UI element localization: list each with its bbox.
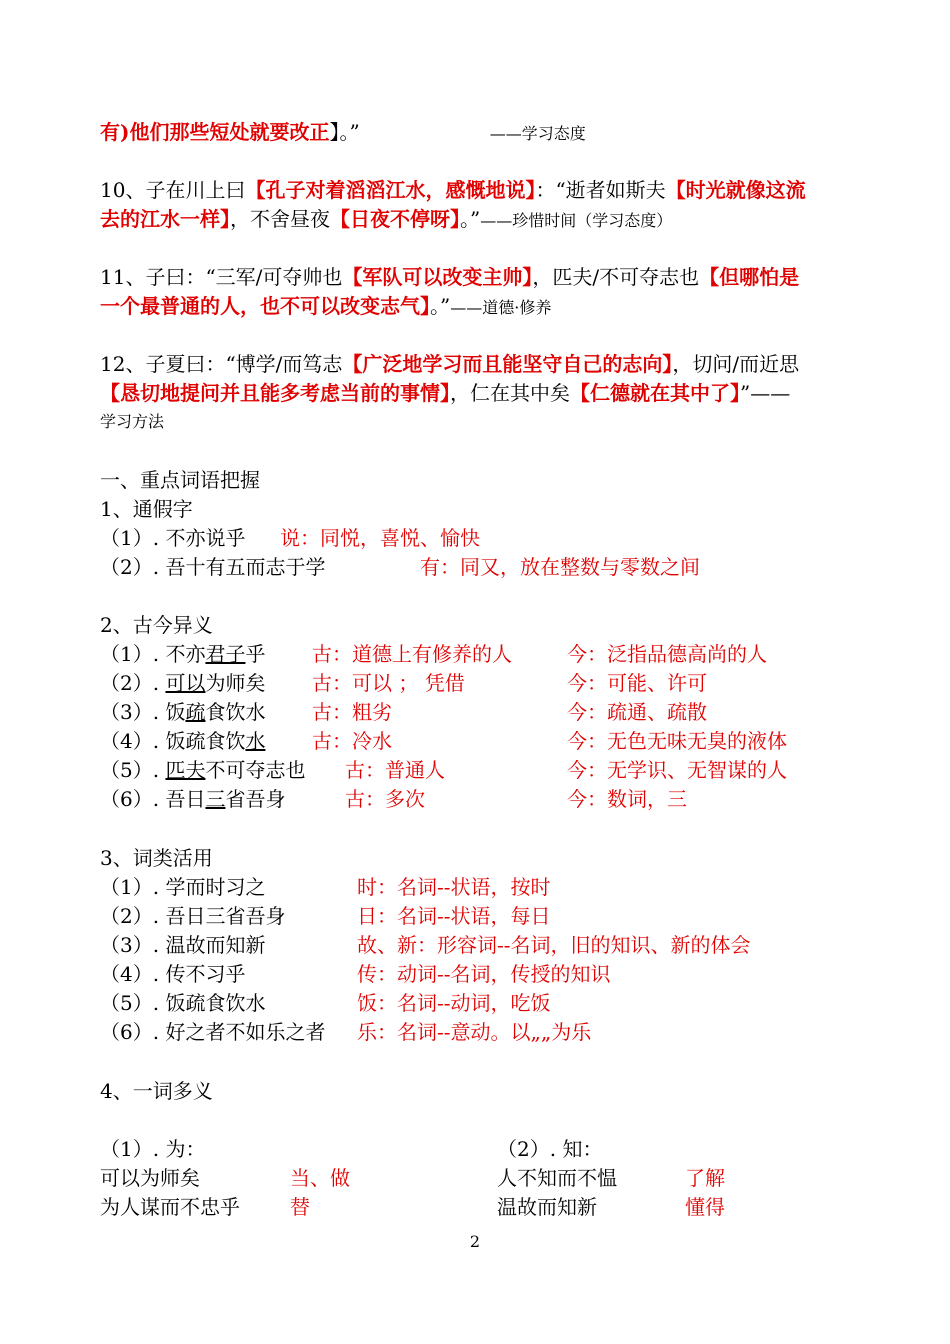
gujin-row (100, 698, 265, 726)
tongjia-answer: 有：同又，放在整数与零数之间 (420, 555, 700, 579)
tongjia-row (100, 524, 245, 552)
gujin-row (100, 727, 265, 755)
quote-12-text: ，切问/而近思 (672, 352, 800, 376)
quote-10-line-2 (100, 205, 672, 235)
gujin-question: （1）. 不亦 (100, 642, 206, 666)
cilei-question: （3）. 温故而知新 (100, 933, 266, 957)
quote-12-line-1 (100, 350, 799, 378)
cilei-answer: 传：动词--名词，传授的知识 (357, 962, 611, 986)
quote-10-theme: ——珍惜时间（学习态度） (480, 211, 673, 230)
yici-right-example: 温故而知新 (497, 1195, 597, 1219)
gujin-keyword: 匹夫 (165, 758, 206, 782)
cilei-answer: 日：名词--状语，每日 (357, 904, 551, 928)
gujin-keyword: 疏 (185, 700, 206, 724)
gujin-row (100, 785, 285, 813)
gujin-ancient: 古：粗劣 (312, 700, 392, 724)
gujin-row (100, 669, 265, 697)
gujin-keyword: 水 (245, 729, 266, 753)
tongjia-title: 1、通假字 (100, 497, 193, 521)
gujin-modern: 今：无学识、无智谋的人 (567, 758, 787, 782)
tongjia-question: （2）. 吾十有五而志于学 (100, 555, 326, 579)
yici-left-meaning: 当、做 (290, 1166, 350, 1190)
quote-10-line-1 (100, 176, 806, 204)
gujin-question: （5）. (100, 758, 166, 782)
gujin-ancient: 古：普通人 (345, 758, 445, 782)
quote-11-translation: 一个最普通的人，也不可以改变志气】 (100, 294, 430, 318)
quote-12-line-2 (100, 379, 790, 407)
gujin-question: 食饮水 (205, 700, 266, 724)
quote-11-translation: 【军队可以改变主帅】 (342, 265, 533, 289)
gujin-question: 省吾身 (225, 787, 286, 811)
cilei-question: （2）. 吾日三省吾身 (100, 904, 286, 928)
gujin-keyword: 可以 (165, 671, 206, 695)
quote-9-theme: ——学习态度 (489, 124, 586, 143)
quote-12-translation: 【广泛地学习而且能坚守自己的志向】 (342, 352, 673, 376)
quote-9-close: 】。” (329, 120, 360, 144)
gujin-ancient: 古：多次 (345, 787, 425, 811)
yici-right-head: （2）. 知： (497, 1137, 603, 1161)
quote-10-translation: 【时光就像这流 (665, 178, 806, 202)
gujin-question: （6）. 吾日 (100, 787, 206, 811)
quote-11-text: 。” (430, 294, 451, 318)
cilei-question: （5）. 饭疏食饮水 (100, 991, 266, 1015)
quote-10-translation: 【日夜不停呀】 (330, 207, 460, 231)
gujin-question: （3）. 饭 (100, 700, 186, 724)
quote-10-text: ，不舍昼夜 (230, 207, 330, 231)
yici-right-meaning: 懂得 (685, 1195, 725, 1219)
yici-left-example: 为人谋而不忠乎 (100, 1195, 240, 1219)
cilei-question: （4）. 传不习乎 (100, 962, 246, 986)
cilei-title: 3、词类活用 (100, 846, 213, 870)
page-number: 2 (469, 1232, 481, 1251)
gujin-row (100, 756, 305, 784)
quote-10-translation: 去的江水一样】 (100, 207, 230, 231)
gujin-keyword: 三 (205, 787, 226, 811)
quote-12-translation: 【仁德就在其中了】 (570, 381, 740, 405)
quote-12-text: 12、子夏曰：“博学/而笃志 (100, 352, 343, 376)
quote-12-translation: 【恳切地提问并且能多考虑当前的事情】 (100, 381, 450, 405)
quote-12-theme: 学习方法 (100, 412, 165, 431)
gujin-keyword: 君子 (205, 642, 246, 666)
gujin-question: （2）. (100, 671, 166, 695)
quote-10-text: ：“逝者如斯夫 (535, 178, 666, 202)
yici-right-example: 人不知而不愠 (497, 1166, 617, 1190)
tongjia-answer: 说：同悦，喜悦、愉快 (280, 526, 480, 550)
gujin-title: 2、古今异义 (100, 613, 213, 637)
section-title: 一、重点词语把握 (100, 468, 260, 492)
gujin-question: 不可夺志也 (205, 758, 306, 782)
cilei-answer: 饭：名词--动词，吃饭 (357, 991, 551, 1015)
gujin-row (100, 640, 265, 668)
yici-left-head: （1）. 为： (100, 1137, 206, 1161)
gujin-modern: 今：泛指品德高尚的人 (567, 642, 767, 666)
gujin-ancient: 古：道德上有修养的人 (312, 642, 512, 666)
quote-10-translation: 【孔子对着滔滔江水，感慨地说】 (245, 178, 536, 202)
yici-left-example: 可以为师矣 (100, 1166, 200, 1190)
quote-9-translation: 有)他们那些短处就要改正 (100, 120, 330, 144)
quote-12-text: ”—— (740, 381, 791, 405)
yici-title: 4、一词多义 (100, 1079, 213, 1103)
gujin-ancient: 古：冷水 (312, 729, 392, 753)
cilei-answer: 时：名词--状语，按时 (357, 875, 551, 899)
yici-left-meaning: 替 (290, 1195, 310, 1219)
gujin-question: 乎 (245, 642, 266, 666)
cilei-question: （6）. 好之者不如乐之者 (100, 1020, 326, 1044)
cilei-question: （1）. 学而时习之 (100, 875, 266, 899)
quote-11-theme: ——道德·修养 (450, 298, 552, 317)
gujin-modern: 今：可能、许可 (567, 671, 707, 695)
cilei-answer: 故、新：形容词--名词，旧的知识、新的体会 (357, 933, 751, 957)
cilei-answer: 乐：名词--意动。以„„为乐 (357, 1020, 592, 1044)
yici-right-meaning: 了解 (685, 1166, 725, 1190)
gujin-modern: 今：数词，三 (567, 787, 687, 811)
quote-11-text: 11、子曰：“三军/可夺帅也 (100, 265, 343, 289)
quote-10-text: 10、子在川上曰 (100, 178, 246, 202)
quote-11-line-1 (100, 263, 799, 291)
quote-10-text: 。” (460, 207, 481, 231)
quote-11-line-2 (100, 292, 551, 322)
quote-11-translation: 【但哪怕是 (699, 265, 800, 289)
gujin-ancient: 古：可以 ； 凭借 (312, 671, 465, 695)
gujin-question: （4）. 饭疏食饮 (100, 729, 246, 753)
gujin-question: 为师矣 (205, 671, 266, 695)
quote-9-continuation (100, 118, 586, 148)
tongjia-row (100, 553, 325, 581)
quote-12-text: ，仁在其中矣 (450, 381, 570, 405)
quote-11-text: ，匹夫/不可夺志也 (532, 265, 700, 289)
gujin-modern: 今：疏通、疏散 (567, 700, 707, 724)
gujin-modern: 今：无色无味无臭的液体 (567, 729, 787, 753)
tongjia-question: （1）. 不亦说乎 (100, 526, 246, 550)
